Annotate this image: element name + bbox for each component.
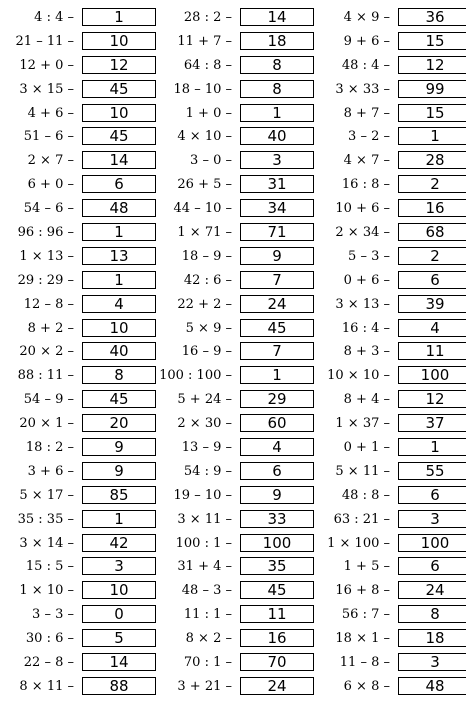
exercise-row — [0, 173, 150, 197]
exercise-row — [0, 436, 150, 460]
answer-box[interactable]: 9 — [240, 486, 314, 504]
exercise-row — [316, 197, 466, 221]
exercise-row — [316, 125, 466, 149]
exercise-expression: 96 : 96 – — [17, 225, 74, 241]
exercise-row — [158, 30, 308, 54]
exercise-expression: 48 : 4 – — [341, 57, 390, 73]
answer-box[interactable]: 29 — [240, 390, 314, 408]
answer-box[interactable]: 24 — [240, 295, 314, 313]
exercise-row — [316, 293, 466, 317]
exercise-expression: 51 – 6 – — [23, 129, 74, 145]
answer-box[interactable]: 1 — [82, 223, 156, 241]
exercise-expression: 3 × 14 – — [19, 535, 74, 551]
exercise-row — [158, 221, 308, 245]
exercise-expression: 1 + 5 – — [343, 559, 390, 575]
answer-box[interactable]: 45 — [240, 581, 314, 599]
answer-box[interactable]: 3 — [240, 151, 314, 169]
exercise-row — [316, 364, 466, 388]
answer-box[interactable]: 13 — [82, 247, 156, 265]
exercise-row — [0, 651, 150, 675]
exercise-row — [0, 269, 150, 293]
exercise-expression: 11 : 1 – — [183, 607, 232, 623]
exercise-row — [0, 364, 150, 388]
exercise-expression: 54 : 9 – — [183, 463, 232, 479]
exercise-expression: 63 : 21 – — [333, 511, 390, 527]
exercise-row — [158, 555, 308, 579]
answer-box[interactable]: 70 — [240, 653, 314, 671]
exercise-row — [0, 460, 150, 484]
exercise-expression: 0 + 6 – — [343, 272, 390, 288]
exercise-expression: 100 : 100 – — [159, 368, 232, 384]
exercise-row — [0, 317, 150, 341]
exercise-expression: 6 × 8 – — [343, 678, 390, 694]
exercise-row — [316, 675, 466, 699]
answer-box[interactable]: 45 — [240, 319, 314, 337]
answer-box[interactable]: 88 — [82, 677, 156, 695]
exercise-expression: 70 : 1 – — [183, 655, 232, 671]
exercise-expression: 4 : 4 – — [34, 10, 74, 25]
exercise-expression: 4 × 10 – — [177, 129, 232, 145]
exercise-row — [316, 651, 466, 675]
answer-box[interactable]: 1 — [240, 366, 314, 384]
answer-box[interactable]: 48 — [82, 199, 156, 217]
exercise-row — [158, 651, 308, 675]
exercise-row — [158, 388, 308, 412]
exercise-row — [0, 603, 150, 627]
answer-box[interactable]: 36 — [398, 8, 466, 26]
exercise-column — [0, 6, 150, 699]
exercise-expression: 18 – 10 – — [173, 81, 232, 97]
answer-box[interactable]: 15 — [398, 32, 466, 50]
exercise-row — [0, 388, 150, 412]
answer-box[interactable]: 4 — [82, 295, 156, 313]
exercise-expression: 16 : 4 – — [341, 320, 390, 336]
exercise-expression: 11 + 7 – — [177, 33, 232, 49]
exercise-row — [158, 78, 308, 102]
exercise-expression: 28 : 2 – — [183, 10, 232, 25]
exercise-row — [158, 197, 308, 221]
exercise-row — [316, 173, 466, 197]
exercise-expression: 8 × 11 – — [19, 678, 74, 694]
exercise-row — [316, 603, 466, 627]
answer-box[interactable]: 3 — [398, 510, 466, 528]
exercise-expression: 2 × 34 – — [335, 225, 390, 241]
exercise-row — [0, 221, 150, 245]
exercise-row — [158, 579, 308, 603]
exercise-row — [316, 78, 466, 102]
exercise-expression: 1 × 71 – — [177, 225, 232, 241]
answer-box[interactable]: 10 — [82, 104, 156, 122]
answer-box[interactable]: 12 — [82, 56, 156, 74]
exercise-row — [316, 532, 466, 556]
exercise-expression: 4 × 9 – — [343, 10, 390, 25]
exercise-expression: 10 + 6 – — [335, 201, 390, 217]
exercise-row — [158, 436, 308, 460]
exercise-expression: 3 + 21 – — [177, 678, 232, 694]
answer-box[interactable]: 99 — [398, 80, 466, 98]
exercise-row — [0, 102, 150, 126]
exercise-row — [316, 149, 466, 173]
answer-box[interactable]: 100 — [398, 534, 466, 552]
answer-box[interactable]: 34 — [240, 199, 314, 217]
exercise-row — [316, 388, 466, 412]
answer-box[interactable]: 40 — [82, 342, 156, 360]
exercise-expression: 3 × 11 – — [177, 511, 232, 527]
exercise-row — [316, 460, 466, 484]
answer-box[interactable]: 16 — [240, 629, 314, 647]
answer-box[interactable]: 10 — [82, 581, 156, 599]
exercise-row — [158, 484, 308, 508]
exercise-row — [316, 30, 466, 54]
exercise-row — [158, 508, 308, 532]
exercise-expression: 3 – 2 – — [348, 129, 390, 145]
answer-box[interactable]: 14 — [82, 653, 156, 671]
answer-box[interactable]: 4 — [398, 319, 466, 337]
exercise-row — [0, 340, 150, 364]
exercise-row — [158, 532, 308, 556]
exercise-row — [158, 173, 308, 197]
exercise-expression: 1 × 100 – — [327, 535, 390, 551]
answer-box[interactable]: 15 — [398, 104, 466, 122]
answer-box[interactable]: 24 — [240, 677, 314, 695]
answer-box[interactable]: 10 — [82, 32, 156, 50]
answer-box[interactable]: 33 — [240, 510, 314, 528]
exercise-expression: 3 × 13 – — [335, 296, 390, 312]
exercise-expression: 48 : 8 – — [341, 487, 390, 503]
answer-box[interactable]: 39 — [398, 295, 466, 313]
exercise-row — [0, 197, 150, 221]
exercise-expression: 54 – 9 – — [23, 392, 74, 408]
exercise-row — [316, 579, 466, 603]
exercise-expression: 1 × 13 – — [19, 248, 74, 264]
exercise-expression: 2 × 7 – — [27, 153, 74, 169]
exercise-expression: 3 – 3 – — [32, 607, 74, 623]
exercise-expression: 22 – 8 – — [23, 655, 74, 671]
exercise-expression: 29 : 29 – — [17, 272, 74, 288]
answer-box[interactable]: 55 — [398, 462, 466, 480]
exercise-row — [0, 149, 150, 173]
exercise-expression: 0 + 1 – — [343, 440, 390, 456]
answer-box[interactable]: 37 — [398, 414, 466, 432]
answer-box[interactable]: 12 — [398, 56, 466, 74]
exercise-expression: 12 – 8 – — [23, 296, 74, 312]
exercise-row — [0, 78, 150, 102]
exercise-row — [158, 269, 308, 293]
exercise-expression: 8 × 2 – — [185, 631, 232, 647]
exercise-expression: 64 : 8 – — [183, 57, 232, 73]
exercise-expression: 20 × 1 – — [19, 416, 74, 432]
answer-box[interactable]: 1 — [398, 127, 466, 145]
exercise-expression: 3 × 15 – — [19, 81, 74, 97]
exercise-row — [158, 603, 308, 627]
exercise-expression: 4 + 6 – — [27, 105, 74, 121]
answer-box[interactable]: 14 — [240, 8, 314, 26]
exercise-row — [158, 675, 308, 699]
exercise-expression: 1 × 10 – — [19, 583, 74, 599]
answer-box[interactable]: 24 — [398, 581, 466, 599]
exercise-expression: 5 × 9 – — [185, 320, 232, 336]
answer-box[interactable]: 31 — [240, 175, 314, 193]
answer-box[interactable]: 8 — [398, 605, 466, 623]
answer-box[interactable]: 11 — [240, 605, 314, 623]
answer-box[interactable]: 10 — [82, 319, 156, 337]
exercise-row — [158, 340, 308, 364]
answer-box[interactable]: 3 — [398, 653, 466, 671]
exercise-row — [158, 54, 308, 78]
answer-box[interactable]: 1 — [82, 271, 156, 289]
exercise-row — [158, 364, 308, 388]
answer-box[interactable]: 9 — [82, 438, 156, 456]
answer-box[interactable]: 2 — [398, 175, 466, 193]
exercise-expression: 9 + 6 – — [343, 33, 390, 49]
exercise-expression: 20 × 2 – — [19, 344, 74, 360]
exercise-expression: 31 + 4 – — [177, 559, 232, 575]
answer-box[interactable]: 1 — [82, 510, 156, 528]
answer-box[interactable]: 9 — [82, 462, 156, 480]
exercise-row — [158, 627, 308, 651]
answer-box[interactable]: 68 — [398, 223, 466, 241]
exercise-row — [0, 484, 150, 508]
answer-box[interactable]: 40 — [240, 127, 314, 145]
exercise-expression: 16 – 9 – — [181, 344, 232, 360]
exercise-row — [0, 532, 150, 556]
answer-box[interactable]: 9 — [240, 247, 314, 265]
exercise-row — [316, 6, 466, 30]
exercise-expression: 11 – 8 – — [339, 655, 390, 671]
answer-box[interactable]: 5 — [82, 629, 156, 647]
exercise-column — [158, 6, 308, 699]
exercise-expression: 5 × 11 – — [335, 463, 390, 479]
exercise-row — [316, 221, 466, 245]
answer-box[interactable]: 1 — [398, 438, 466, 456]
exercise-expression: 6 + 0 – — [27, 177, 74, 193]
exercise-row — [0, 508, 150, 532]
exercise-expression: 1 × 37 – — [335, 416, 390, 432]
exercise-row — [316, 245, 466, 269]
exercise-expression: 3 – 0 – — [190, 153, 232, 169]
exercise-row — [158, 245, 308, 269]
answer-box[interactable]: 0 — [82, 605, 156, 623]
exercise-row — [316, 340, 466, 364]
exercise-row — [0, 555, 150, 579]
exercise-row — [158, 102, 308, 126]
exercise-row — [0, 30, 150, 54]
answer-box[interactable]: 6 — [398, 486, 466, 504]
exercise-expression: 54 – 6 – — [23, 201, 74, 217]
exercise-expression: 3 × 33 – — [335, 81, 390, 97]
answer-box[interactable]: 3 — [82, 557, 156, 575]
exercise-expression: 8 + 7 – — [343, 105, 390, 121]
answer-box[interactable]: 2 — [398, 247, 466, 265]
answer-box[interactable]: 8 — [240, 80, 314, 98]
answer-box[interactable]: 100 — [398, 366, 466, 384]
exercise-row — [316, 627, 466, 651]
exercise-expression: 88 : 11 – — [17, 368, 74, 384]
exercise-row — [0, 54, 150, 78]
exercise-expression: 42 : 6 – — [183, 272, 232, 288]
exercise-expression: 1 + 0 – — [185, 105, 232, 121]
answer-box[interactable]: 8 — [82, 366, 156, 384]
exercise-row — [158, 149, 308, 173]
answer-box[interactable]: 100 — [240, 534, 314, 552]
exercise-row — [158, 317, 308, 341]
exercise-expression: 19 – 10 – — [173, 487, 232, 503]
exercise-row — [0, 6, 150, 30]
answer-box[interactable]: 8 — [240, 56, 314, 74]
answer-box[interactable]: 1 — [240, 104, 314, 122]
answer-box[interactable]: 6 — [398, 271, 466, 289]
exercise-row — [0, 579, 150, 603]
exercise-expression: 5 – 3 – — [348, 248, 390, 264]
exercise-expression: 30 : 6 – — [25, 631, 74, 647]
exercise-row — [316, 484, 466, 508]
exercise-expression: 5 × 17 – — [19, 487, 74, 503]
answer-box[interactable]: 6 — [82, 175, 156, 193]
exercise-row — [0, 675, 150, 699]
exercise-row — [158, 293, 308, 317]
answer-box[interactable]: 35 — [240, 557, 314, 575]
exercise-row — [158, 460, 308, 484]
exercise-row — [158, 412, 308, 436]
exercise-expression: 18 : 2 – — [25, 440, 74, 456]
exercise-expression: 5 + 24 – — [177, 392, 232, 408]
exercise-expression: 4 × 7 – — [343, 153, 390, 169]
exercise-expression: 16 + 8 – — [335, 583, 390, 599]
exercise-expression: 18 – 9 – — [181, 248, 232, 264]
answer-box[interactable]: 4 — [240, 438, 314, 456]
exercise-expression: 100 : 1 – — [175, 535, 232, 551]
answer-box[interactable]: 71 — [240, 223, 314, 241]
answer-box[interactable]: 16 — [398, 199, 466, 217]
exercise-row — [158, 6, 308, 30]
exercise-expression: 12 + 0 – — [19, 57, 74, 73]
exercise-expression: 3 + 6 – — [27, 463, 74, 479]
answer-box[interactable]: 28 — [398, 151, 466, 169]
exercise-expression: 8 + 2 – — [27, 320, 74, 336]
exercise-expression: 22 + 2 – — [177, 296, 232, 312]
answer-box[interactable]: 6 — [398, 557, 466, 575]
answer-box[interactable]: 18 — [398, 629, 466, 647]
exercise-expression: 21 – 11 – — [15, 33, 74, 49]
exercise-expression: 56 : 7 – — [341, 607, 390, 623]
answer-box[interactable]: 6 — [240, 462, 314, 480]
exercise-expression: 8 + 3 – — [343, 344, 390, 360]
exercise-row — [316, 54, 466, 78]
answer-box[interactable]: 45 — [82, 390, 156, 408]
exercise-row — [316, 555, 466, 579]
answer-box[interactable]: 45 — [82, 80, 156, 98]
exercise-expression: 15 : 5 – — [25, 559, 74, 575]
exercise-row — [0, 627, 150, 651]
answer-box[interactable]: 60 — [240, 414, 314, 432]
answer-box[interactable]: 12 — [398, 390, 466, 408]
exercise-row — [316, 508, 466, 532]
exercise-row — [316, 436, 466, 460]
exercise-column — [316, 6, 466, 699]
exercise-row — [316, 102, 466, 126]
exercise-row — [0, 125, 150, 149]
exercise-expression: 16 : 8 – — [341, 177, 390, 193]
answer-box[interactable]: 11 — [398, 342, 466, 360]
exercise-expression: 8 + 4 – — [343, 392, 390, 408]
exercise-row — [0, 412, 150, 436]
exercise-expression: 2 × 30 – — [177, 416, 232, 432]
exercise-row — [0, 245, 150, 269]
answer-box[interactable]: 20 — [82, 414, 156, 432]
answer-box[interactable]: 42 — [82, 534, 156, 552]
answer-box[interactable]: 48 — [398, 677, 466, 695]
answer-box[interactable]: 85 — [82, 486, 156, 504]
exercise-row — [316, 269, 466, 293]
exercise-expression: 18 × 1 – — [335, 631, 390, 647]
answer-box[interactable]: 7 — [240, 271, 314, 289]
exercise-expression: 13 – 9 – — [181, 440, 232, 456]
answer-box[interactable]: 7 — [240, 342, 314, 360]
exercise-expression: 48 – 3 – — [181, 583, 232, 599]
exercise-row — [316, 412, 466, 436]
answer-box[interactable]: 45 — [82, 127, 156, 145]
answer-box[interactable]: 18 — [240, 32, 314, 50]
exercise-row — [158, 125, 308, 149]
exercise-expression: 26 + 5 – — [177, 177, 232, 193]
answer-box[interactable]: 14 — [82, 151, 156, 169]
answer-box[interactable]: 1 — [82, 8, 156, 26]
exercise-row — [0, 293, 150, 317]
exercise-row — [316, 317, 466, 341]
exercise-expression: 35 : 35 – — [17, 511, 74, 527]
exercise-expression: 10 × 10 – — [327, 368, 390, 384]
exercise-expression: 44 – 10 – — [173, 201, 232, 217]
